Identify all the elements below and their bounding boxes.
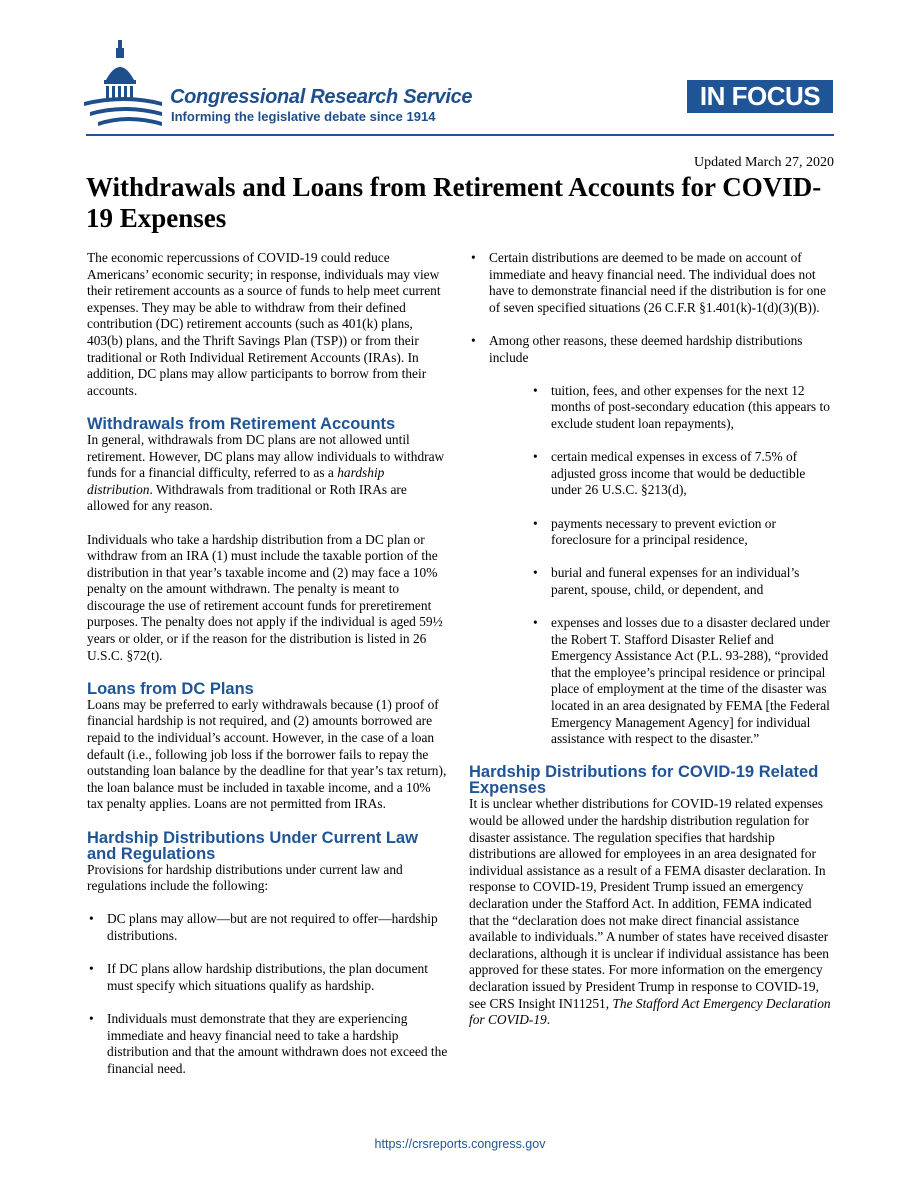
hardship-distribution-term: hardship distribution (87, 465, 385, 497)
list-item: • payments necessary to prevent eviction or foreclosure for a principal residence, (531, 516, 833, 549)
list-item: • Among other reasons, these deemed hardship distributions include (469, 333, 833, 366)
withdrawals-paragraph-1: In general, withdrawals from DC plans are not allowed until retirement. However, DC plans may allow individuals to withdraw funds for a financial difficulty, referred to as a hardship distribution. Withdrawals from traditional or Roth IRAs are allowed for any reason. (87, 431, 445, 514)
list-item: • tuition, fees, and other expenses for the next 12 months of post-secondary education (this appears to exclude student loan repayments), (531, 383, 833, 433)
in-focus-badge: IN FOCUS (687, 80, 833, 113)
list-item: • Individuals must demonstrate that they are experiencing immediate and heavy financial need to take a hardship distribution and that the amount withdrawn does not exceed the financial need. (87, 1011, 449, 1077)
list-item: • DC plans may allow—but are not required to offer—hardship distributions. (87, 911, 449, 944)
heading-loans: Loans from DC Plans (87, 679, 254, 698)
header-rule (86, 134, 834, 136)
heading-covid-hardship: Hardship Distributions for COVID-19 Related Expenses (469, 763, 819, 798)
org-name: Congressional Research Service (170, 86, 473, 108)
list-item: • certain medical expenses in excess of 7.5% of adjusted gross income that would be deductible under 26 U.S.C. §213(d), (531, 449, 833, 499)
page-title: Withdrawals and Loans from Retirement Accounts for COVID-19 Expenses (86, 172, 822, 233)
list-item: • Certain distributions are deemed to be made on account of immediate and heavy financial need. The individual does not have to demonstrate financial need if the distribution is for one of seven specified situations (26 C.F.R §1.401(k)-1(d)(3)(B)). (469, 250, 833, 316)
list-item: • If DC plans allow hardship distributions, the plan document must specify which situations qualify as hardship. (87, 961, 449, 994)
right-column (469, 250, 833, 1045)
heading-hardship-current-law: Hardship Distributions Under Current Law and Regulations (87, 828, 418, 863)
org-tagline: Informing the legislative debate since 1914 (171, 109, 436, 124)
heading-withdrawals: Withdrawals from Retirement Accounts (87, 414, 396, 433)
hardship-bullet-list (87, 911, 449, 1077)
hardship-intro-paragraph: Provisions for hardship distributions under current law and regulations include the following: (87, 861, 403, 894)
deemed-hardship-list (469, 250, 833, 366)
list-item: • burial and funeral expenses for an individual’s parent, spouse, child, or dependent, and (531, 565, 833, 598)
updated-date: Updated March 27, 2020 (694, 155, 834, 170)
withdrawals-paragraph-2: Individuals who take a hardship distribution from a DC plan or withdraw from an IRA (1) must include the taxable portion of the distribution in that year’s taxable income and (2) may face a 10% penalty on the amount withdrawn. The penalty is meant to discourage the use of retirement account funds for preretirement purposes. The penalty does not apply if the individual is aged 59½ years or older, or if the reason for the distribution is listed in 26 U.S.C. §72(t). (87, 531, 443, 663)
footer-url-link[interactable]: https://crsreports.congress.gov (374, 1137, 546, 1151)
loans-paragraph: Loans may be preferred to early withdrawals because (1) proof of financial hardship is not required, and (2) amounts borrowed are repaid to the individual’s account. However, in the case of a loan default (i.e., following job loss if the borrower fails to repay the outstanding loan balance by the deadline for that year’s tax return), the loan balance must be included in taxable income, and a 10% tax penalty applies. Loans are not permitted from IRAs. (87, 696, 447, 812)
deemed-hardship-sublist (531, 383, 833, 748)
left-column (87, 250, 449, 1094)
list-item: • expenses and losses due to a disaster declared under the Robert T. Stafford Disaster Relief and Emergency Assistance Act (P.L. 93-288), “provided that the employee’s principal residence or principal place of employment at the time of the disaster was located in an area designated by FEMA [the Federal Emergency Management Agency] for individual assistance with respect to the disaster.” (531, 615, 833, 748)
intro-paragraph: The economic repercussions of COVID-19 could reduce Americans’ economic security; in response, individuals may view their retirement accounts as a source of funds to help meet current expenses. They may be able to withdraw from their defined contribution (DC) retirement accounts (such as 401(k) plans, 403(b) plans, and the Thrift Savings Plan (TSP)) or from their traditional or Roth Individual Retirement Accounts (IRAs). In addition, DC plans may allow participants to borrow from their accounts. (87, 250, 441, 398)
page-header (0, 0, 920, 140)
covid-paragraph: It is unclear whether distributions for COVID-19 related expenses would be allowed under the hardship distribution regulation for disaster assistance. The regulation specifies that hardship distributions are allowed for employees in an area designated for individual assistance as a result of a FEMA disaster declaration. In response to COVID-19, President Trump issued an emergency declaration under the Stafford Act. In addition, FEMA indicated that the “declaration does not make direct financial assistance available to individuals.” A number of states have received disaster declarations, although it is unclear if individual assistance has been approved for these states. For more information on the emergency declaration issued by President Trump in response to COVID-19, see CRS Insight IN11251, The Stafford Act Emergency Declaration for COVID-19. (469, 796, 831, 1028)
stafford-act-insight-title: The Stafford Act Emergency Declaration for COVID-19 (469, 995, 831, 1028)
capitol-dome-logo-icon (84, 40, 164, 128)
